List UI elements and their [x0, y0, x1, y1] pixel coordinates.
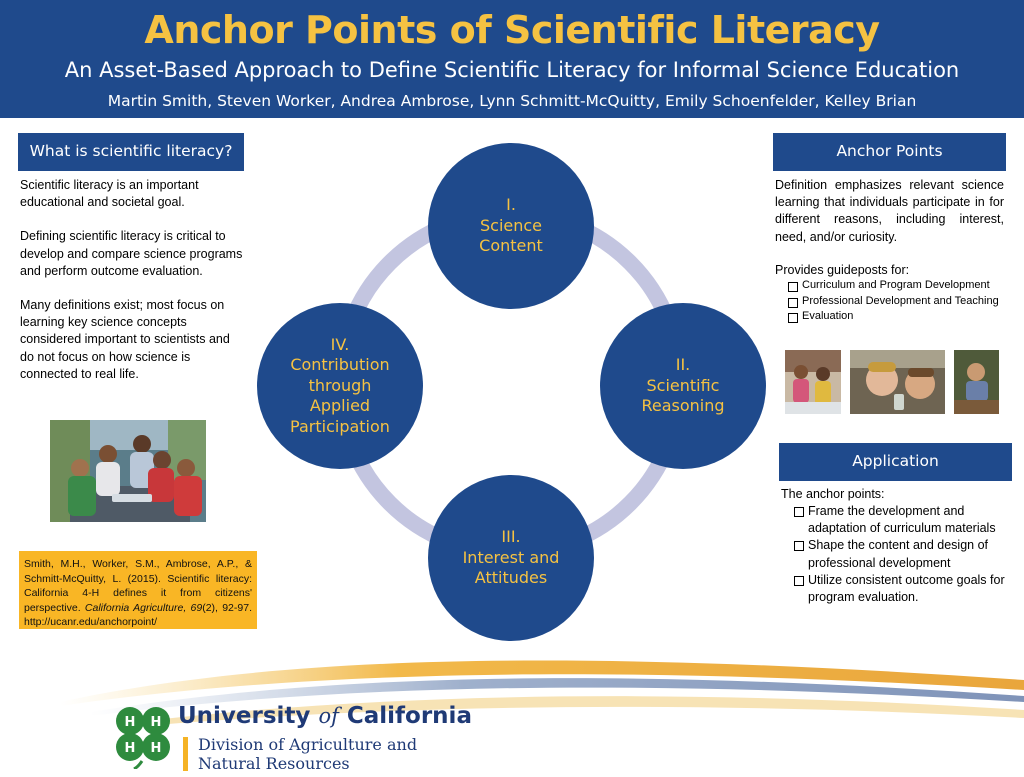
poster-authors: Martin Smith, Steven Worker, Andrea Ambrose, Lynn Schmitt-McQuitty, Emily Schoenfelder, Kelley Brian	[107, 92, 917, 110]
circle-line: Attitudes	[474, 568, 548, 588]
application-item: Utilize consistent outcome goals for program evaluation.	[794, 572, 1010, 606]
left-paragraph: Scientific literacy is an important educational and societal goal.	[20, 178, 199, 210]
circle-line: through	[308, 375, 372, 395]
uc-logo-title	[178, 703, 472, 729]
section-heading-what-is: What is scientific literacy?	[18, 133, 244, 171]
citation-pages: (2), 92-97.	[202, 601, 252, 614]
circle-line: Reasoning	[641, 396, 725, 416]
circle-numeral: IV.	[330, 334, 350, 354]
application-item: Shape the content and design of professional development	[794, 537, 1010, 571]
application-list	[794, 503, 1010, 606]
anchor-circle-science-content	[428, 143, 594, 309]
child-science-photo	[954, 350, 999, 414]
circle-line: Participation	[290, 416, 390, 436]
guideposts-intro: Provides guideposts for:	[775, 263, 910, 277]
poster-title: Anchor Points of Scientific Literacy	[144, 8, 880, 52]
svg-text:H: H	[150, 741, 162, 756]
circle-numeral: III.	[501, 527, 521, 547]
citation-box	[19, 551, 257, 629]
left-paragraph: Many definitions exist; most focus on learning key science concepts considered important to scientists and do not focus on how science is connected to real life.	[20, 298, 230, 381]
circle-numeral: II.	[675, 355, 691, 375]
guidepost-item: Curriculum and Program Development	[788, 278, 1008, 294]
division-line-1: Division of Agriculture and	[198, 735, 418, 754]
circle-numeral: I.	[506, 195, 516, 215]
circle-line: Scientific	[646, 375, 720, 395]
circle-line: Content	[479, 236, 543, 256]
svg-text:H: H	[150, 715, 162, 730]
svg-text:H: H	[124, 715, 136, 730]
guidepost-item: Evaluation	[788, 309, 1008, 325]
guideposts-list	[788, 278, 1008, 325]
citation-text: Smith, M.H., Worker, S.M., Ambrose, A.P., & Schmitt-McQuitty, L. (2015). Scientific literacy: California 4-H defines it from citizens' perspective.	[24, 558, 252, 614]
uc-logo-of: of	[318, 704, 339, 728]
girls-lab-photo	[785, 350, 841, 414]
boys-microscope-photo	[850, 350, 945, 414]
anchor-circle-interest-attitudes	[428, 475, 594, 641]
anchor-circle-contribution	[257, 303, 423, 469]
uc-logo-university: University	[178, 703, 319, 729]
section-heading-application: Application	[779, 443, 1012, 481]
poster-subtitle: An Asset-Based Approach to Define Scientific Literacy for Informal Science Education	[64, 58, 960, 82]
left-body	[20, 177, 245, 400]
uc-logo-bar	[183, 737, 188, 771]
anchor-description: Definition emphasizes relevant science learning that individuals participate in for different reasons, including interest, need, and/or curiosity.	[775, 178, 1004, 244]
application-intro: The anchor points:	[781, 487, 885, 501]
circle-line: Contribution	[290, 355, 390, 375]
division-line-2: Natural Resources	[198, 754, 350, 773]
poster-header	[0, 0, 1024, 118]
svg-text:H: H	[124, 741, 136, 756]
citation-journal: California Agriculture, 69	[84, 601, 203, 614]
circle-line: Science	[479, 215, 543, 235]
circle-line: Interest and	[462, 547, 560, 567]
left-paragraph: Defining scientific literacy is critical to develop and compare science programs and perform outcome evaluation.	[20, 229, 243, 278]
uc-logo-division	[198, 735, 417, 773]
citation-url[interactable]: http://ucanr.edu/anchorpoint/	[24, 616, 158, 628]
clover-4h-logo	[112, 703, 174, 769]
kids-experiment-photo	[50, 420, 206, 522]
guidepost-item: Professional Development and Teaching	[788, 294, 1008, 310]
application-item: Frame the development and adaptation of curriculum materials	[794, 503, 1010, 537]
anchor-circle-scientific-reasoning	[600, 303, 766, 469]
circle-line: Applied	[309, 396, 371, 416]
uc-logo-california: California	[338, 703, 472, 729]
section-heading-anchor-points: Anchor Points	[773, 133, 1006, 171]
